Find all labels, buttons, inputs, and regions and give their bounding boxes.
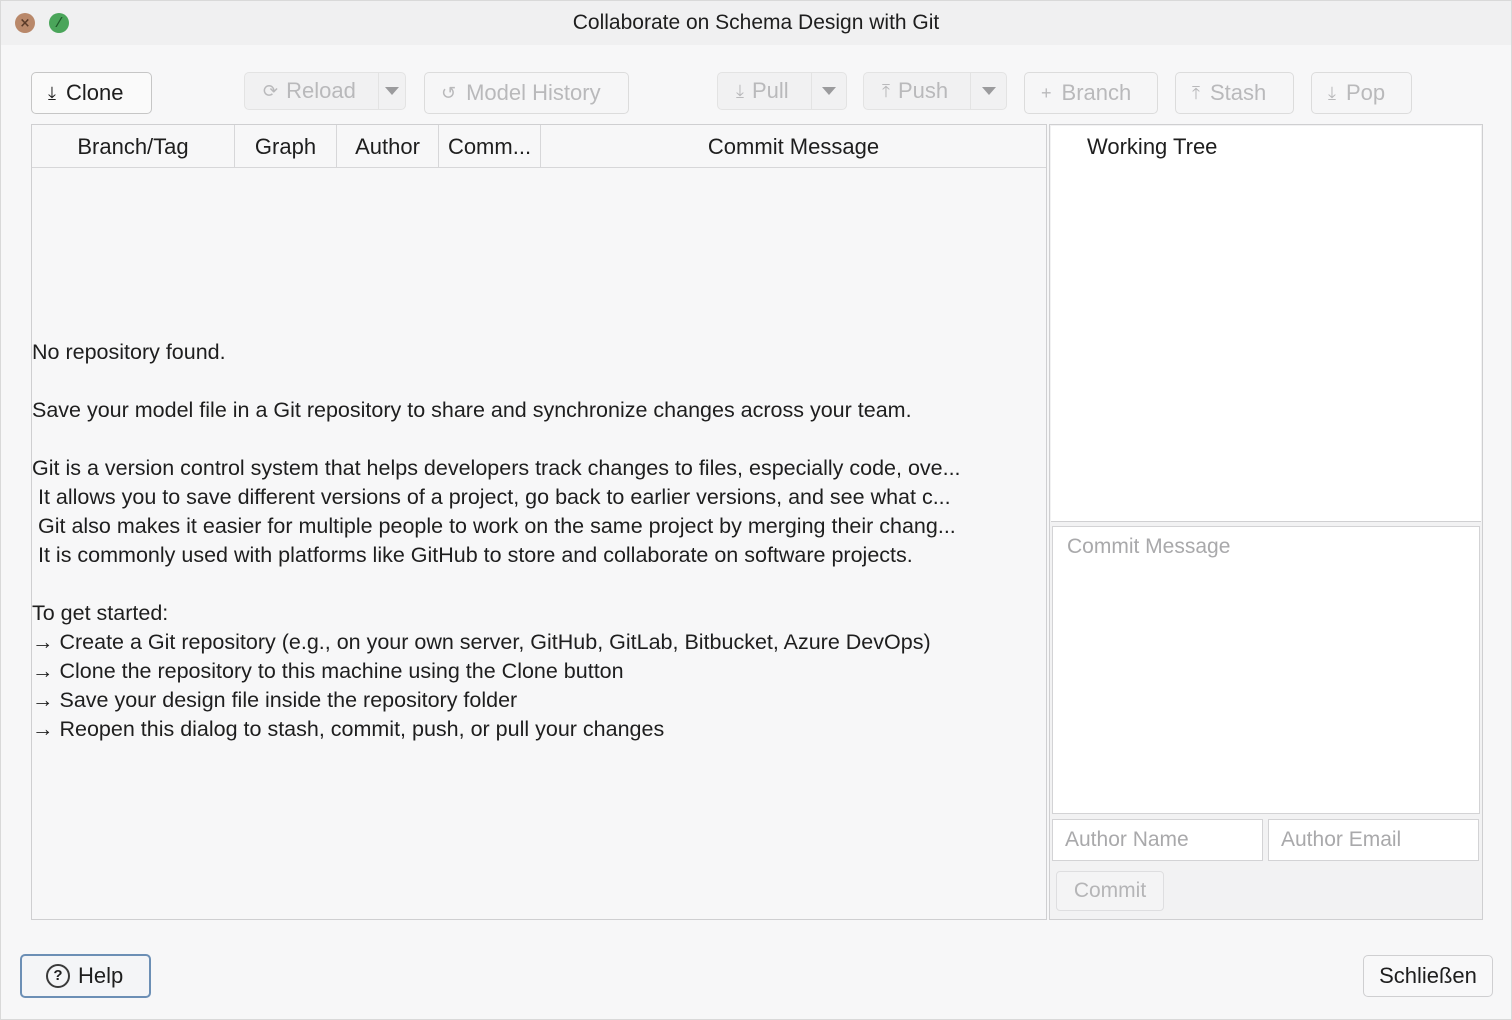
window-maximize-icon[interactable]: ⁄ [49, 13, 69, 33]
model-history-button[interactable] [424, 72, 629, 114]
commit-button[interactable]: Commit [1056, 871, 1164, 911]
pop-button-label: Pop [1345, 80, 1386, 105]
question-icon: ? [46, 964, 70, 988]
pull-button-label: Pull [751, 78, 789, 103]
help-button-label: Help [78, 963, 124, 988]
pull-dropdown-button[interactable] [811, 73, 846, 109]
commit-panel [1049, 124, 1483, 920]
plus-icon: + [1041, 82, 1052, 103]
commit-message-input[interactable]: Commit Message [1052, 526, 1480, 814]
commit-table [31, 124, 1047, 920]
chevron-down-icon [982, 87, 996, 95]
help-button[interactable] [20, 954, 151, 998]
clone-button[interactable] [31, 72, 152, 114]
empty-state-message [32, 338, 1044, 744]
pull-button[interactable] [718, 73, 801, 109]
getting-started-heading: To get started: [32, 601, 169, 625]
column-header-author[interactable]: Author [337, 125, 439, 168]
refresh-icon: ⟳ [263, 80, 279, 101]
column-header-commit-message[interactable]: Commit Message [707, 134, 880, 159]
column-header-branch-tag[interactable]: Branch/Tag [32, 125, 235, 168]
empty-state-title: No repository found. [32, 340, 226, 364]
stash-button-label: Stash [1209, 80, 1267, 105]
chevron-down-icon [822, 87, 836, 95]
upload-icon: ⤒ [882, 80, 890, 101]
reload-button[interactable] [245, 73, 368, 109]
push-dropdown-button[interactable] [970, 73, 1006, 109]
getting-started-step: → Save your design file inside the repository folder [32, 688, 518, 712]
git-info-line: It allows you to save different versions of a project, go back to earlier versions, and see what c... [38, 485, 951, 509]
clone-button-label: Clone [65, 80, 124, 105]
download-icon: ⤓ [736, 80, 744, 101]
reload-dropdown-button[interactable] [378, 73, 405, 109]
model-history-label: Model History [466, 80, 601, 105]
reload-button-label: Reload [286, 78, 356, 103]
author-name-input[interactable]: Author Name [1052, 819, 1263, 861]
pull-split-button[interactable] [717, 72, 847, 110]
column-header-graph[interactable]: Graph [235, 125, 337, 168]
pop-button[interactable] [1311, 72, 1412, 114]
author-email-input[interactable]: Author Email [1268, 819, 1479, 861]
empty-state-intro: Save your model file in a Git repository to share and synchronize changes across your team. [32, 398, 912, 422]
stash-button[interactable] [1175, 72, 1294, 114]
getting-started-step: → Clone the repository to this machine using the Clone button [32, 659, 624, 683]
git-info-line: It is commonly used with platforms like GitHub to store and collaborate on software projects. [38, 543, 913, 567]
push-button[interactable] [864, 73, 960, 109]
table-header [32, 125, 1046, 168]
branch-button-label: Branch [1061, 80, 1132, 105]
column-header-commit-date[interactable]: Comm... [439, 125, 541, 168]
git-info-line: Git is a version control system that helps developers track changes to files, especially code, ove... [32, 456, 961, 480]
chevron-down-icon [385, 87, 399, 95]
push-split-button[interactable] [863, 72, 1007, 110]
history-icon: ↺ [441, 82, 457, 103]
getting-started-step: → Create a Git repository (e.g., on your own server, GitHub, GitLab, Bitbucket, Azure DevOps) [32, 630, 931, 654]
close-dialog-button[interactable]: Schließen [1363, 955, 1493, 997]
upload-icon: ⤒ [1192, 82, 1200, 103]
getting-started-step: → Reopen this dialog to stash, commit, push, or pull your changes [32, 717, 665, 741]
window-title: Collaborate on Schema Design with Git [572, 11, 940, 34]
working-tree-label: Working Tree [1087, 134, 1218, 159]
reload-split-button[interactable] [244, 72, 406, 110]
download-icon: ⤓ [48, 82, 56, 103]
branch-button[interactable] [1024, 72, 1158, 114]
push-button-label: Push [897, 78, 949, 103]
window-close-icon[interactable]: × [15, 13, 35, 33]
git-info-line: Git also makes it easier for multiple people to work on the same project by merging their chang... [38, 514, 956, 538]
working-tree-panel[interactable] [1051, 126, 1481, 522]
title-bar [1, 1, 1511, 45]
download-icon: ⤓ [1328, 82, 1336, 103]
